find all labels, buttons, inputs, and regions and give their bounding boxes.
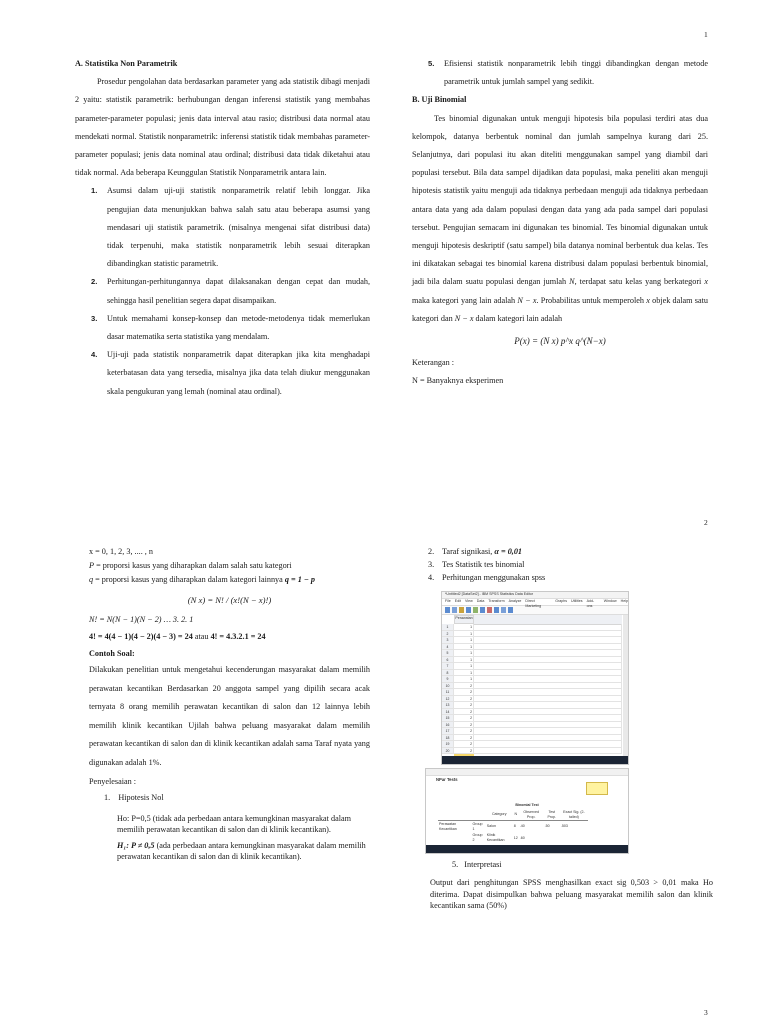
spss-data-cell[interactable]: 1 xyxy=(454,676,474,683)
page2-right-column xyxy=(428,545,713,584)
spss-row-number: 5 xyxy=(442,650,454,657)
page1-right-column xyxy=(412,55,708,391)
spss-row-number: 1 xyxy=(442,624,454,631)
page2-right-bottom xyxy=(430,858,713,912)
spss-rows xyxy=(442,624,622,761)
spss-row-number: 17 xyxy=(442,728,454,735)
spss-row-number: 3 xyxy=(442,637,454,644)
step-3: 3. Tes Statistik tes binomial xyxy=(428,560,525,569)
x-range: x = 0, 1, 2, 3, .... , n xyxy=(89,547,153,556)
page-number-1: 1 xyxy=(704,30,708,39)
contoh-soal-heading: Contoh Soal: xyxy=(89,649,135,658)
spss-row-number: 18 xyxy=(442,735,454,742)
spss-row-number: 14 xyxy=(442,709,454,716)
spss-data-cell[interactable]: 2 xyxy=(454,728,474,735)
advantages-list-continued xyxy=(428,55,708,91)
spss-data-cell[interactable]: 1 xyxy=(454,624,474,631)
spss-row-number: 2 xyxy=(442,631,454,638)
spss-grid-row xyxy=(442,748,622,755)
spss-row-number: 9 xyxy=(442,676,454,683)
spss-data-cell[interactable]: 2 xyxy=(454,709,474,716)
section-b-paragraph: Tes binomial digunakan untuk menguji hipotesis bila populasi terdiri atas dua kelompok, datanya berbentuk nominal dan jumlah sampelnya kurang dari 25. Selanjutnya, dari populasi itu akan diteliti menggunakan sampel yang diambil dari populasi tersebut. Bila data sampel dijadikan data populasi, maka peneliti akan menguji hipotesis statistik yaitu menguji ada tidaknya perbedaan menguji ada tidaknya perbedaan antara data yang ada dalam populasi dengan data yang ada pada sampel dari populasi tersebut. Pengujian semacam ini digunakan tes binomial. Tes binomial digunakan untuk menguji hipotesis deskriptif (satu sampel) bila datanya nominal berbentuk dua kelas. Tes ini dikatakan sebagai tes binomial karena distribusi dalam populasi berbentuk binomial, jadi bila dalam suatu populasi dengan jumlah N, terdapat satu kelas yang berkategori x maka kategori yang lain adalah N − x. Probabilitas untuk memperoleh x objek dalam satu kategori dan N − x dalam kategori lain adalah xyxy=(412,113,709,323)
spss-row-number: 15 xyxy=(442,715,454,722)
spss-data-cell[interactable]: 2 xyxy=(454,741,474,748)
spss-empty-cells xyxy=(474,748,622,755)
spss-output-screenshot xyxy=(425,768,629,854)
n-definition: N = Banyaknya eksperimen xyxy=(412,376,504,386)
table-row: Group 2 Klinik Kecantikan 12 .60 xyxy=(472,833,525,842)
factorial-example: 4! = 4(4 − 1)(4 − 2)(4 − 3) = 24 atau 4! = 4.3.2.1 = 24 xyxy=(89,632,266,641)
spss-data-cell[interactable]: 1 xyxy=(454,637,474,644)
spss-data-cell[interactable]: 1 xyxy=(454,631,474,638)
spss-row-number: 20 xyxy=(442,748,454,755)
spss-data-cell[interactable]: 1 xyxy=(454,663,474,670)
page1-left-column xyxy=(75,55,370,401)
spss-row-number: 13 xyxy=(442,702,454,709)
section-b-heading: B. Uji Binomial xyxy=(412,95,467,105)
h1-statement: H₁: P ≠ 0,5 (ada perbedaan antara kemungkinan masyarakat dalam memilih perawatan kecantikan di salon dan di klinik kecantikan). xyxy=(117,841,366,861)
output-header-bar xyxy=(426,769,628,776)
spss-row-number: 8 xyxy=(442,670,454,677)
spss-row-number: 10 xyxy=(442,683,454,690)
spss-title-bar: *Untitled2 [DataSet2] - IBM SPSS Statistics Data Editor xyxy=(442,592,628,599)
spss-data-cell[interactable]: 2 xyxy=(454,735,474,742)
q-definition: q = proporsi kasus yang diharapkan dalam kategori lainnya q = 1 − p xyxy=(89,575,315,584)
npar-tests-heading: NPar Tests xyxy=(436,777,458,782)
factorial-definition: N! = N(N − 1)(N − 2) … 3. 2. 1 xyxy=(89,615,194,624)
list-item: 1. Asumsi dalam uji-uji statistik nonparametrik relatif lebih longgar. Jika pengujian data menunjukkan bahwa salah satu atau beberapa asumsi yang mendasari uji statistik parametrik. (misalnya mengenai sifat distribusi data) tidak terpenuhi, maka statistik nonparametrik lebih sesuai diterapkan dibandingkan statistic parametrik. xyxy=(91,186,370,269)
spss-data-cell[interactable]: 2 xyxy=(454,683,474,690)
section-a-intro: Prosedur pengolahan data berdasarkan parameter yang ada statistik dibagi menjadi 2 yaitu: statistik parametrik: berhubungan dengan inferensi statistik yang membahas parameter-parameter populasi; jenis data interval atau rasio; distribusi data normal atau mendekati normal. Statistik nonparametrik: inferensi statistik tidak membahas parameter-parameter populasi; jenis data nominal atau ordinal; distribusi data tidak diketahui atau tidak normal. Ada beberapa Keunggulan Statistik Nonparametrik antara lain. xyxy=(75,77,370,178)
spss-data-cell[interactable]: 2 xyxy=(454,702,474,709)
spss-row-number: 7 xyxy=(442,663,454,670)
spss-column-header: Perawatan xyxy=(454,615,474,624)
spss-data-cell[interactable]: 2 xyxy=(454,689,474,696)
spss-row-number: 16 xyxy=(442,722,454,729)
h0-statement: Ho: P=0,5 (tidak ada perbedaan antara kemungkinan masyarakat dalam memilih perawatan kecantikan di salon dan di klinik kecantikan). xyxy=(117,814,352,834)
output-taskbar xyxy=(426,845,628,853)
spss-row-number: 12 xyxy=(442,696,454,703)
page2-left-column xyxy=(89,545,370,862)
advantages-list xyxy=(91,182,370,400)
spss-data-cell[interactable]: 2 xyxy=(454,722,474,729)
list-item: 5. Efisiensi statistik nonparametrik lebih tinggi dibandingkan dengan metode parametrik untuk jumlah sampel yang sedikit. xyxy=(428,59,708,87)
spss-data-editor-screenshot xyxy=(441,591,629,765)
interpretasi-text: Output dari penghitungan SPSS menghasilkan exact sig 0,503 > 0,01 maka Ho diterima. Dapat disimpulkan bahwa peluang masyarakat memilih salon dan klinik kecantikan sama (50%) xyxy=(430,878,713,910)
binomial-test-title: Binomial Test xyxy=(515,803,539,807)
section-a-heading: A. Statistika Non Parametrik xyxy=(75,59,178,68)
table-header-row: Category N Observed Prop. Test Prop. Exact Sig. (2-tailed) xyxy=(438,809,588,821)
spss-row-number: 4 xyxy=(442,644,454,651)
list-item: 2. Perhitungan-perhitungannya dapat dilaksanakan dengan cepat dan mudah, sehingga hasil penelitian segera dapat disampaikan. xyxy=(91,277,370,305)
page-number-2: 2 xyxy=(704,518,708,527)
spss-data-cell[interactable]: 2 xyxy=(454,748,474,755)
spss-data-cell[interactable]: 1 xyxy=(454,657,474,664)
spss-row-number: 6 xyxy=(442,657,454,664)
spss-data-cell[interactable]: 2 xyxy=(454,715,474,722)
contoh-soal-text: Dilakukan penelitian untuk mengetahui kecenderungan masyarakat dalam memilih perawatan kecantikan Berdasarkan 20 anggota sampel yang dipilih secara acak ternyata 8 orang memilih perawatan kecantikan di salon dan 12 lainnya lebih memilih klinik kecantikan Ujilah bahwa peluang masyarakat dalam memilih perawatan kecantikan di salon dan di klinik kecantikan adalah sama Taraf nyata yang digunakan adalah 1%. xyxy=(89,665,370,767)
output-note-box xyxy=(586,782,608,795)
table-row: Perawatan Kecantikan Group 1 Salon 8 .40 .50 .503 xyxy=(439,822,568,831)
spss-grid xyxy=(442,615,622,756)
binomial-probability-formula: P(x) = (N x) p^x q^(N−x) xyxy=(514,336,606,347)
binomial-test-table xyxy=(438,809,588,850)
spss-data-cell[interactable]: 1 xyxy=(454,644,474,651)
spss-data-cell[interactable]: 2 xyxy=(454,696,474,703)
spss-menu-bar: File Edit View Data Transform Analyze Direct Marketing Graphs Utilities Add-ons Window Help xyxy=(442,599,628,606)
spss-taskbar xyxy=(442,756,628,764)
step-4: 4. Perhitungan menggunakan spss xyxy=(428,573,546,582)
list-item: 3. Untuk memahami konsep-konsep dan metode-metodenya tidak memerlukan dasar matematika serta statistika yang mendalam. xyxy=(91,313,370,342)
page-number-3: 3 xyxy=(704,1008,708,1017)
combination-formula: (N x) = N! / (x!(N − x)!) xyxy=(187,595,272,605)
keterangan-label: Keterangan : xyxy=(412,358,455,368)
hypotheses-block xyxy=(117,813,370,862)
list-item: 4. Uji-uji pada statistik nonparametrik dapat diterapkan jika kita menghadapi keterbatasan data yang tersedia, misalnya jika data telah diukur menggunakan skala pengukuran yang lemah (nominal atau ordinal). xyxy=(91,350,370,396)
step-1: 1. Hipotesis Nol xyxy=(104,793,164,802)
penyelesaian-label: Penyelesaian : xyxy=(89,777,137,786)
step-5: 5. Interpretasi xyxy=(452,860,502,869)
spss-row-number: 11 xyxy=(442,689,454,696)
step-2: 2. Taraf signikasi, α = 0,01 xyxy=(428,547,523,556)
spss-data-cell[interactable]: 1 xyxy=(454,650,474,657)
spss-data-cell[interactable]: 1 xyxy=(454,670,474,677)
spss-scrollbar xyxy=(623,615,628,756)
spss-row-number: 19 xyxy=(442,741,454,748)
p-definition: P = proporsi kasus yang diharapkan dalam salah satu kategori xyxy=(89,561,292,570)
